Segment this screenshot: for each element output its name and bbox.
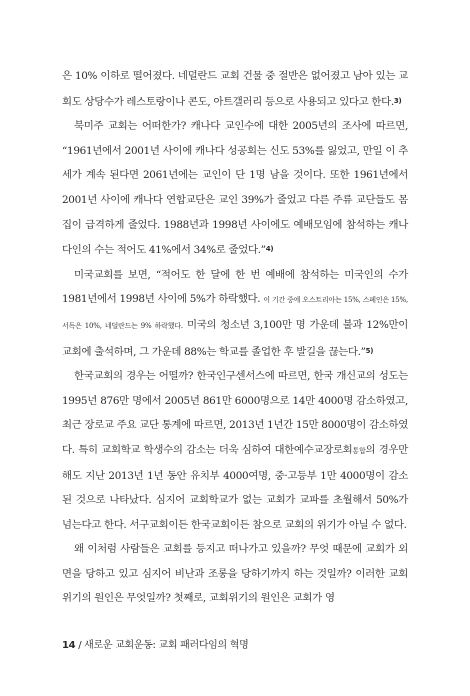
page-footer [62, 636, 249, 651]
footnote-ref-3: 3) [393, 96, 402, 105]
paragraph-4-text-a: 한국교회의 경우는 어떨까? 한국인구센서스에 따르면, 한국 개신교의 성도는 1995년 876만 명에서 2005년 861만 6000명으로 14만 4000명 감소하였고, 최근 장로교 주요 교단 통계에 따르면, 2013년 1년간 15만 8000명이 감소하였다. 특히 교회학교 학생수의 감소는 더욱 심하여 대한예수교장로회 [62, 370, 408, 456]
paragraph-3-text-a: 미국교회를 보면, “적어도 한 달에 한 번 예배에 참석하는 미국인의 수가 1981년에서 1998년 사이에 5%가 하락했다. [62, 268, 408, 306]
body-text [62, 64, 408, 611]
inline-small-note: 이 기간 중에 오스트리아는 15%, 스페인은 15%, 서독은 10%, 네덜란드는 9% 하락했다. [62, 296, 408, 330]
paragraph-2-text: 북미주 교회는 어떠한가? 캐나다 교인수에 대한 2005년의 조사에 따르면, “1961년에서 2001년 사이에 캐나다 성공회는 신도 53%를 잃었고, 만일 이 추세가 계속 된다면 2061년에는 교인이 단 1명 남을 것이다. 또한 1961년에서 2001년 사이에 캐나다 연합교단은 교인 39%가 줄었고 다른 주류 교단들도 몸집이 급격하게 줄었다. 1988년과 1998년 사이에도 예배모임에 참석하는 캐나다인의 수는 적어도 41%에서 34%로 줄었다.” [62, 120, 408, 257]
footer-separator: / [75, 640, 85, 651]
paragraph-1 [62, 64, 408, 114]
paragraph-4-text-b: 의 경우만 해도 지난 2013년 1년 동안 유치부 4000여명, 중·고등부 1만 4000명이 감소된 것으로 나타났다. 심지어 교회학교가 없는 교회가 교파를 초월해서 50%가 넘는다고 한다. 서구교회이든 한국교회이든 참으로 교회의 위기가 아닐 수 없다. [62, 443, 408, 531]
paragraph-5 [62, 537, 408, 611]
footnote-ref-5: 5) [365, 346, 374, 355]
footnote-ref-4: 4) [265, 245, 274, 254]
paragraph-3 [62, 263, 408, 364]
paragraph-4 [62, 364, 408, 537]
page-number: 14 [62, 640, 76, 651]
paragraph-3-text-b: 미국의 청소년 3,100만 명 가운데 불과 12%만이 교회에 출석하며, 그 가운데 88%는 학교를 졸업한 후 발길을 끊는다.” [62, 318, 408, 358]
inline-small-affiliation: 통합 [352, 446, 366, 455]
paragraph-2 [62, 114, 408, 263]
paragraph-1-text: 은 10% 이하로 떨어졌다. 네덜란드 교회 건물 중 절반은 없어졌고 남아 있는 교회도 상당수가 레스토랑이나 콘도, 아트갤러리 등으로 사용되고 있다고 한다. [62, 70, 408, 108]
paragraph-5-text: 왜 이처럼 사람들은 교회를 등지고 떠나가고 있을까? 무엇 때문에 교회가 외면을 당하고 있고 심지어 비난과 조롱을 당하기까지 하는 것일까? 이러한 교회 위기의 원인은 무엇일까? 첫째로, 교회위기의 원인은 교회가 영 [62, 543, 408, 605]
book-title: 새로운 교회운동: 교회 패러다임의 혁명 [84, 640, 249, 651]
